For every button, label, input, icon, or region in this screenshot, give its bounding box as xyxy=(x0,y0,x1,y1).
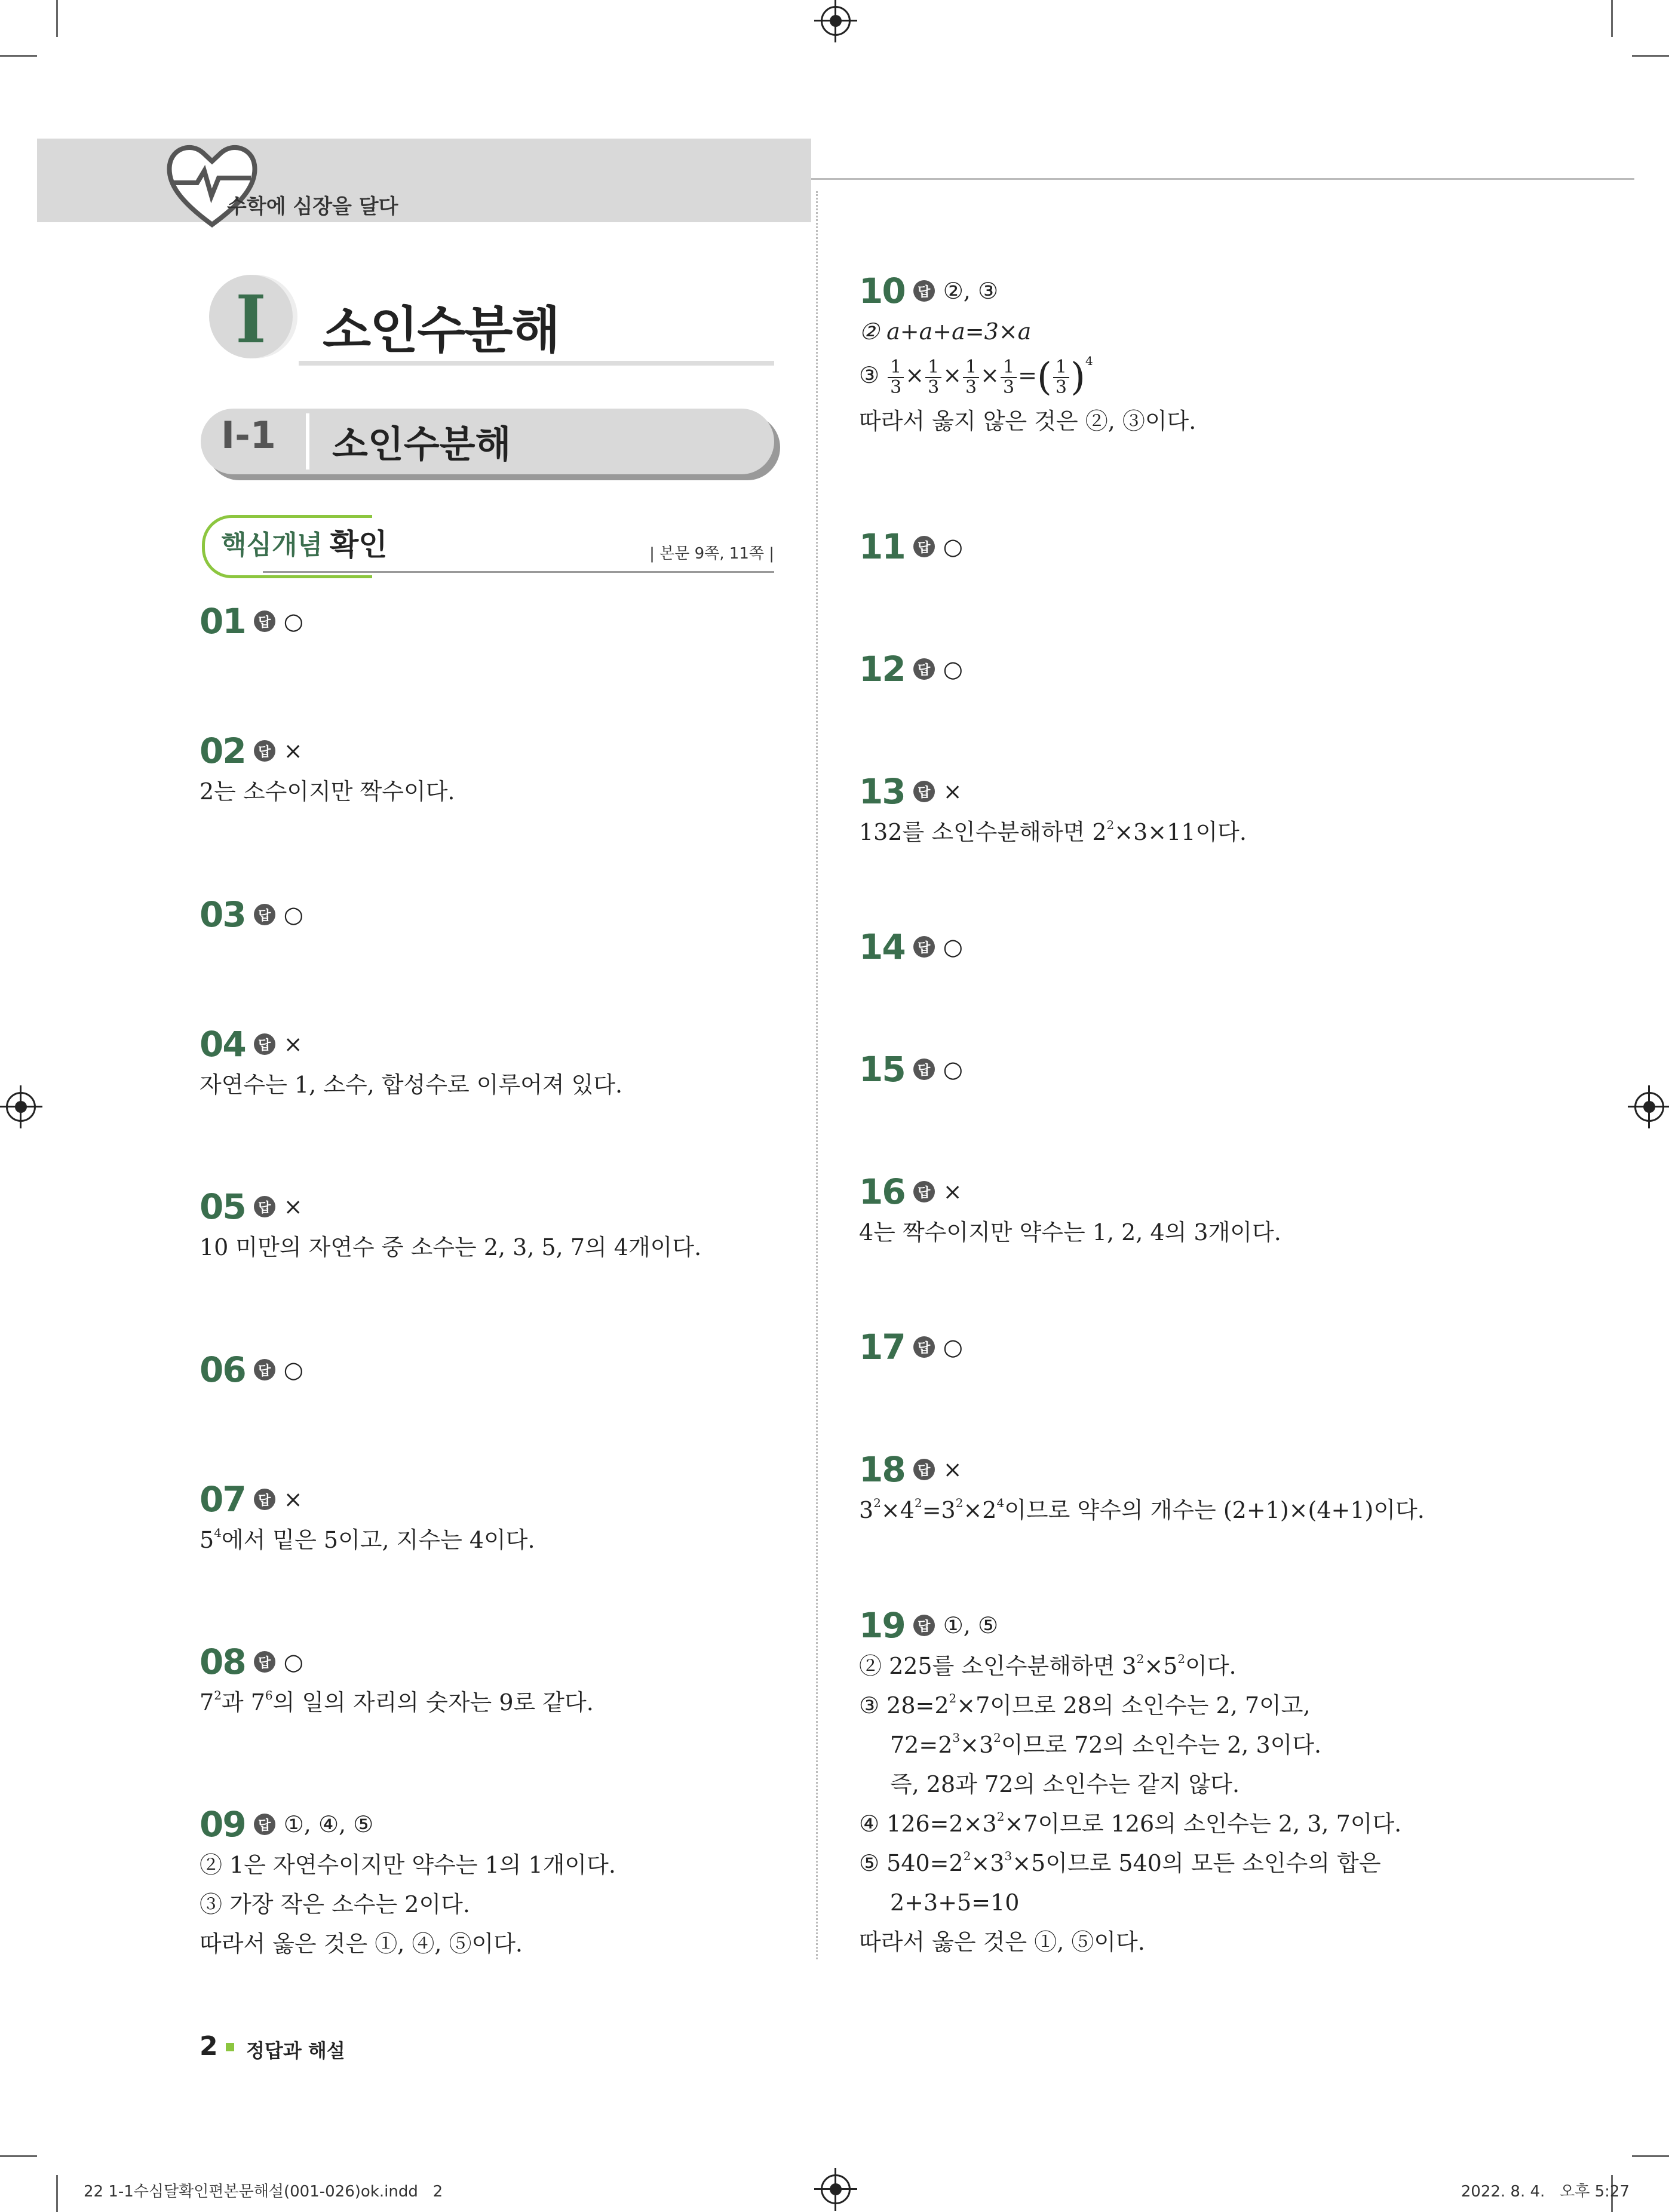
problem-07: 07 답 × $5^4$에서 밑은 5이고, 지수는 4이다. xyxy=(200,1478,535,1560)
explanation-line: 132를 소인수분해하면 $2^2\times 3\times 11$이다. xyxy=(859,818,1247,845)
explanation-line: ③ $28=2^2\times 7$이므로 28의 소인수는 2, 7이고, xyxy=(859,1691,1311,1719)
registration-mark-icon xyxy=(6,1092,36,1122)
problem-13: 13 답 × 132를 소인수분해하면 $2^2\times 3\times 11$이다. xyxy=(859,771,1247,852)
crop-mark xyxy=(0,55,37,57)
concept-label: 핵심개념 xyxy=(221,530,323,560)
file-slug: 22 1-1수심달확인편본문해설(001-026)ok.indd 2 xyxy=(84,2183,443,2201)
chapter-underline xyxy=(299,361,774,366)
explanation-line: 따라서 옳은 것은 ①, ⑤이다. xyxy=(859,1929,1145,1955)
explanation-line: $5^4$에서 밑은 5이고, 지수는 4이다. xyxy=(200,1526,535,1553)
explanation-line: 즉, 28과 72의 소인수는 같지 않다. xyxy=(890,1771,1240,1797)
explanation-line: $3^2\times 4^2=3^2\times 2^4$이므로 약수의 개수는 (2+1)×(4+1)이다. xyxy=(859,1496,1425,1523)
problem-15: 15 답 ○ xyxy=(859,1049,963,1090)
footer-label: 정답과 해설 xyxy=(246,2039,345,2062)
brand-title: 수학에 심장을 달다 xyxy=(227,195,398,219)
explanation-line: ② 1은 자연수이지만 약수는 1의 1개이다. xyxy=(200,1852,616,1878)
problem-11: 11 답 ○ xyxy=(859,526,963,567)
crop-mark xyxy=(1632,55,1669,57)
crop-mark xyxy=(1632,2155,1669,2157)
explanation-line: 2+3+5=10 xyxy=(890,1889,1020,1916)
problem-18: 18 답 × $3^2\times 4^2=3^2\times 2^4$이므로 약수의 개수는 (2+1)×(4+1)이다. xyxy=(859,1449,1425,1530)
page-reference: | 본문 9쪽, 11쪽 | xyxy=(649,545,774,563)
registration-mark-icon xyxy=(821,2174,851,2204)
crop-mark xyxy=(0,2155,37,2157)
problem-02: 02 답 × 2는 소수이지만 짝수이다. xyxy=(200,730,455,811)
crop-mark xyxy=(56,2175,58,2212)
section-code: I-1 xyxy=(221,413,276,457)
section-divider xyxy=(306,413,309,470)
explanation-line: $7^2$과 $7^6$의 일의 자리의 숫자는 9로 같다. xyxy=(200,1688,594,1716)
explanation-line: ④ $126=2\times 3^2\times 7$이므로 126의 소인수는 2, 3, 7이다. xyxy=(859,1809,1402,1837)
problem-01: 01 답 ○ xyxy=(200,601,303,642)
explanation-line: 10 미만의 자연수 중 소수는 2, 3, 5, 7의 4개이다. xyxy=(200,1234,702,1260)
registration-mark-icon xyxy=(821,6,851,36)
problem-04: 04 답 × 자연수는 1, 소수, 합성수로 이루어져 있다. xyxy=(200,1023,622,1105)
explanation-line: 4는 짝수이지만 약수는 1, 2, 4의 3개이다. xyxy=(859,1219,1281,1245)
concept-rule xyxy=(263,571,774,573)
header-band xyxy=(37,139,811,222)
problem-17: 17 답 ○ xyxy=(859,1327,963,1367)
problem-19: 19 답 ①, ⑤ ② 225를 소인수분해하면 $3^2\times 5^2$이다. ③ $28=2^2\times 7$이므로 28의 소인수는 2, 7이고, $72=2^3\times 3^2$이므로 72의 소인수는 2, 3이다. 즉, 28과 72의 소인수는 같지 않다. ④ $126=2\times 3^2\times 7$이므로 126의 소인수는 2, 3, 7이다. ⑤ $540=2^2\times 3^3\times 5$이므로 540의 모든 소인수의 합은 2+3+5=10 따라서 옳은 것은 ①, ⑤이다. xyxy=(859,1604,1401,1962)
problem-12: 12 답 ○ xyxy=(859,649,963,689)
explanation-line: 따라서 옳지 않은 것은 ②, ③이다. xyxy=(859,407,1196,434)
problem-14: 14 답 ○ xyxy=(859,926,963,967)
chapter-title: 소인수분해 xyxy=(323,301,559,360)
explanation-line: ⑤ $540=2^2\times 3^3\times 5$이므로 540의 모든 소인수의 합은 xyxy=(859,1849,1381,1876)
problem-03: 03 답 ○ xyxy=(200,894,303,935)
page-number: 2 xyxy=(200,2031,218,2061)
explanation-line: 2는 소수이지만 짝수이다. xyxy=(200,778,455,805)
problem-16: 16 답 × 4는 짝수이지만 약수는 1, 2, 4의 3개이다. xyxy=(859,1171,1281,1252)
explanation-line: ③ 가장 작은 소수는 2이다. xyxy=(200,1891,470,1918)
header-rule xyxy=(811,178,1634,180)
explanation-line: ② a+a+a=3×a xyxy=(859,318,1032,345)
crop-mark xyxy=(56,0,58,37)
problem-09: 09 답 ①, ④, ⑤ ② 1은 자연수이지만 약수는 1의 1개이다. ③ 가장 작은 소수는 2이다. 따라서 옳은 것은 ①, ④, ⑤이다. xyxy=(200,1803,616,1964)
problem-10: 10 답 ②, ③ ② a+a+a=3×a ③ $\frac{1}{3}$ × $\frac{1}{3}$ × $\frac{1}{3}$ × $\frac{1}{3}$ =( $\frac{1}{3}$ )$^4$ 따라서 옳지 않은 것은 ②, ③이다. xyxy=(859,270,1196,441)
footer-square-icon xyxy=(226,2043,234,2051)
explanation-line: ② 225를 소인수분해하면 $3^2\times 5^2$이다. xyxy=(859,1652,1237,1679)
explanation-line: 자연수는 1, 소수, 합성수로 이루어져 있다. xyxy=(200,1072,623,1098)
chapter-roman: I xyxy=(235,281,266,358)
crop-mark xyxy=(1611,0,1613,37)
problem-08: 08 답 ○ $7^2$과 $7^6$의 일의 자리의 숫자는 9로 같다. xyxy=(200,1641,594,1722)
explanation-line-fraction: ③ $\frac{1}{3}$ × $\frac{1}{3}$ × $\frac{1}{3}$ × $\frac{1}{3}$ =( $\frac{1}{3}$ )$^4$ xyxy=(859,354,1093,400)
section-title: 소인수분해 xyxy=(332,422,511,466)
explanation-line: $72=2^3\times 3^2$이므로 72의 소인수는 2, 3이다. xyxy=(890,1731,1322,1758)
column-divider xyxy=(816,191,818,1959)
problem-05: 05 답 × 10 미만의 자연수 중 소수는 2, 3, 5, 7의 4개이다. xyxy=(200,1186,701,1267)
concept-label-confirm: 확인 xyxy=(330,527,388,562)
explanation-line: 따라서 옳은 것은 ①, ④, ⑤이다. xyxy=(200,1931,523,1957)
print-timestamp: 2022. 8. 4. 오후 5:27 xyxy=(1461,2183,1630,2201)
problem-06: 06 답 ○ xyxy=(200,1349,303,1390)
registration-mark-icon xyxy=(1634,1092,1664,1122)
